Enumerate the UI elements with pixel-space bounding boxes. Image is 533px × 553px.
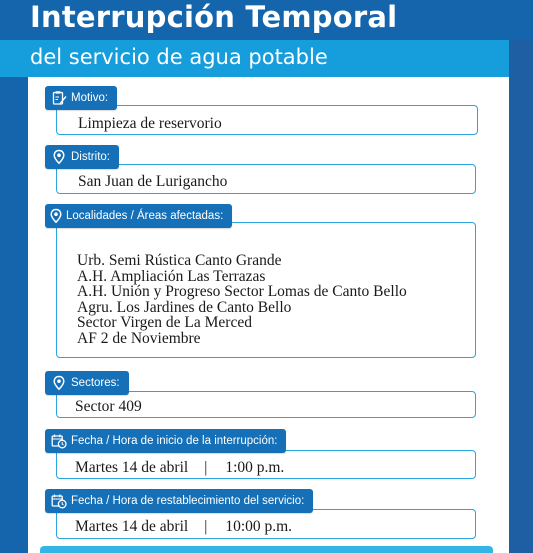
restablecimiento-time: 10:00 p.m. bbox=[225, 518, 293, 535]
map-pin-icon bbox=[51, 149, 67, 165]
inicio-label-text: Fecha / Hora de inicio de la interrupción: bbox=[71, 435, 278, 447]
restablecimiento-date: Martes 14 de abril bbox=[75, 518, 189, 535]
inicio-label bbox=[45, 429, 286, 453]
localidad-item: Agru. Los Jardines de Canto Bello bbox=[77, 298, 292, 316]
restablecimiento-label bbox=[45, 489, 313, 513]
localidad-item: Sector Virgen de La Merced bbox=[77, 314, 252, 331]
distrito-label bbox=[45, 145, 119, 169]
inicio-time: 1:00 p.m. bbox=[225, 459, 285, 476]
distrito-value: San Juan de Lurigancho bbox=[78, 173, 228, 190]
calendar-clock-icon bbox=[51, 433, 67, 449]
sectores-value: Sector 409 bbox=[75, 398, 142, 415]
localidades-label bbox=[45, 204, 232, 228]
sectores-label bbox=[45, 371, 129, 395]
poster-subtitle: del servicio de agua potable bbox=[30, 45, 328, 69]
inicio-date: Martes 14 de abril bbox=[75, 459, 189, 476]
localidad-item: AF 2 de Noviembre bbox=[77, 329, 201, 347]
localidad-item: A.H. Ampliación Las Terrazas bbox=[77, 267, 266, 285]
clipboard-pencil-icon bbox=[51, 90, 67, 106]
map-pin-icon bbox=[48, 208, 64, 224]
distrito-label-text: Distrito: bbox=[71, 151, 110, 163]
localidad-item: A.H. Unión y Progreso Sector Lomas de Canto Bello bbox=[77, 283, 407, 300]
localidad-item: Urb. Semi Rústica Canto Grande bbox=[77, 252, 282, 269]
localidades-label-text: Localidades / Áreas afectadas: bbox=[66, 210, 224, 222]
restablecimiento-separator: | bbox=[204, 518, 208, 535]
map-pin-icon bbox=[51, 375, 67, 391]
restablecimiento-label-text: Fecha / Hora de restablecimiento del servicio: bbox=[71, 495, 305, 507]
calendar-clock-icon bbox=[51, 493, 67, 509]
right-shade bbox=[509, 40, 533, 553]
motivo-label-text: Motivo: bbox=[71, 92, 109, 104]
poster-title: Interrupción Temporal bbox=[30, 0, 398, 34]
inicio-separator: | bbox=[204, 459, 208, 476]
sectores-label-text: Sectores: bbox=[71, 377, 120, 389]
motivo-label bbox=[45, 86, 117, 110]
inicio-value bbox=[75, 459, 284, 477]
bottom-bar bbox=[40, 546, 493, 553]
restablecimiento-value bbox=[75, 518, 292, 536]
motivo-value: Limpieza de reservorio bbox=[78, 115, 222, 132]
localidades-list bbox=[77, 253, 407, 346]
